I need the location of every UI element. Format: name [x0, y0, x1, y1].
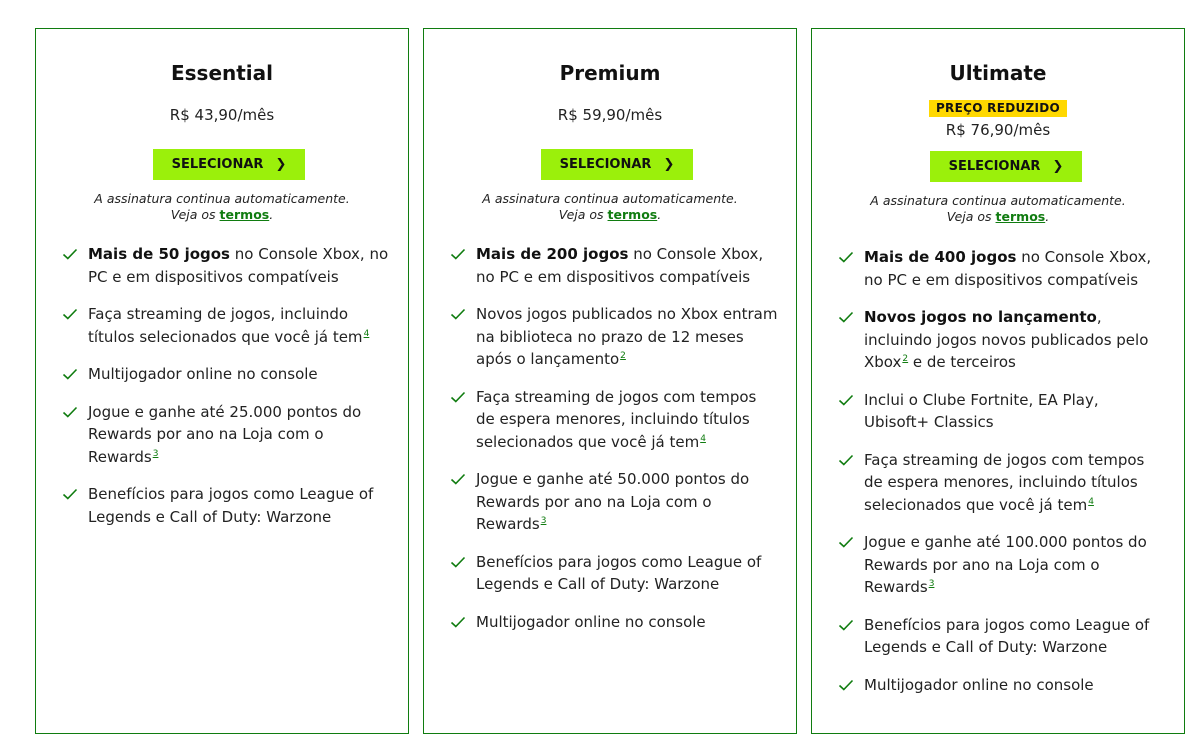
- feature-list: [62, 243, 390, 543]
- check-icon: [62, 367, 78, 381]
- check-icon: [450, 555, 466, 569]
- feature-item: Multijogador online no console: [838, 674, 1166, 697]
- feature-item: Multijogador online no console: [62, 363, 390, 386]
- plan-price: R$ 43,90/mês: [169, 106, 275, 124]
- check-icon: [450, 247, 466, 261]
- footnote-link[interactable]: 3: [540, 516, 547, 526]
- check-icon: [450, 472, 466, 486]
- chevron-right-icon: ❯: [275, 157, 287, 172]
- feature-item: Mais de 50 jogos no Console Xbox, no PC e em dispositivos compatíveis: [62, 243, 390, 288]
- check-icon: [838, 618, 854, 632]
- footnote-link[interactable]: 4: [1088, 496, 1094, 507]
- check-icon: [62, 487, 78, 501]
- terms-link[interactable]: termos: [219, 207, 270, 222]
- check-icon: [62, 405, 78, 419]
- auto-renew-notice: A assinatura continua automaticamente. Veja os termos.: [870, 193, 1126, 224]
- footnote-link[interactable]: 3: [152, 448, 159, 459]
- feature-item: Faça streaming de jogos com tempos de espera menores, incluindo títulos selecionados que você já tem$^4$: [450, 386, 778, 454]
- plan-title: Premium: [559, 61, 661, 85]
- footnote-link[interactable]: 3: [928, 579, 935, 589]
- check-icon: [838, 535, 854, 549]
- feature-item: Jogue e ganhe até 25.000 pontos do Rewards por ano na Loja com o Rewards$^3$: [62, 401, 390, 469]
- check-icon: [62, 307, 78, 321]
- plan-card-essential: [35, 28, 409, 734]
- check-icon: [838, 250, 854, 264]
- feature-item: Novos jogos no lançamento, incluindo jogos novos publicados pelo Xbox$^2$ e de terceiros: [838, 306, 1166, 374]
- check-icon: [450, 390, 466, 404]
- feature-item: Faça streaming de jogos, incluindo títulos selecionados que você já tem$^4$: [62, 303, 390, 348]
- check-icon: [62, 247, 78, 261]
- chevron-right-icon: ❯: [663, 157, 675, 172]
- feature-item: Benefícios para jogos como League of Legends e Call of Duty: Warzone: [838, 614, 1166, 659]
- feature-list: [450, 243, 778, 648]
- terms-link[interactable]: termos: [995, 209, 1046, 224]
- feature-item: Faça streaming de jogos com tempos de espera menores, incluindo títulos selecionados que você já tem$^4$: [838, 449, 1166, 517]
- feature-item: Inclui o Clube Fortnite, EA Play, Ubisoft+ Classics: [838, 389, 1166, 434]
- feature-item: Benefícios para jogos como League of Legends e Call of Duty: Warzone: [450, 551, 778, 596]
- check-icon: [838, 678, 854, 692]
- feature-item: Benefícios para jogos como League of Legends e Call of Duty: Warzone: [62, 483, 390, 528]
- terms-link[interactable]: termos: [607, 207, 658, 222]
- select-button[interactable]: [930, 151, 1082, 182]
- feature-item: Jogue e ganhe até 50.000 pontos do Rewards por ano na Loja com o Rewards$^3$: [450, 468, 778, 536]
- feature-list: [838, 246, 1166, 711]
- check-icon: [838, 310, 854, 324]
- feature-item: Jogue e ganhe até 100.000 pontos do Rewards por ano na Loja com o Rewards$^3$: [838, 531, 1166, 599]
- auto-renew-notice: A assinatura continua automaticamente. Veja os termos.: [94, 191, 350, 222]
- footnote-link[interactable]: 2: [902, 354, 909, 364]
- select-button[interactable]: [541, 149, 693, 180]
- feature-item: Mais de 200 jogos no Console Xbox, no PC e em dispositivos compatíveis: [450, 243, 778, 288]
- feature-item: Novos jogos publicados no Xbox entram na biblioteca no prazo de 12 meses após o lançamento$^2$: [450, 303, 778, 371]
- select-button[interactable]: [153, 149, 305, 180]
- footnote-link[interactable]: 4: [363, 328, 370, 339]
- footnote-link[interactable]: 2: [620, 351, 626, 361]
- select-button-label: SELECIONAR: [948, 159, 1041, 174]
- plan-price: R$ 76,90/mês: [945, 121, 1051, 139]
- check-icon: [450, 615, 466, 629]
- feature-item: Mais de 400 jogos no Console Xbox, no PC e em dispositivos compatíveis: [838, 246, 1166, 291]
- plan-card-ultimate: [811, 28, 1185, 734]
- plan-title: Ultimate: [949, 61, 1047, 85]
- select-button-label: SELECIONAR: [559, 157, 652, 172]
- auto-renew-notice: A assinatura continua automaticamente. Veja os termos.: [482, 191, 738, 222]
- footnote-link[interactable]: 4: [700, 433, 706, 444]
- chevron-right-icon: ❯: [1052, 159, 1064, 174]
- feature-item: Multijogador online no console: [450, 611, 778, 634]
- check-icon: [838, 393, 854, 407]
- plan-title: Essential: [170, 61, 274, 85]
- discount-badge: PREÇO REDUZIDO: [929, 100, 1067, 117]
- select-button-label: SELECIONAR: [171, 157, 264, 172]
- plan-price: R$ 59,90/mês: [557, 106, 663, 124]
- check-icon: [450, 307, 466, 321]
- plan-card-premium: [423, 28, 797, 734]
- check-icon: [838, 453, 854, 467]
